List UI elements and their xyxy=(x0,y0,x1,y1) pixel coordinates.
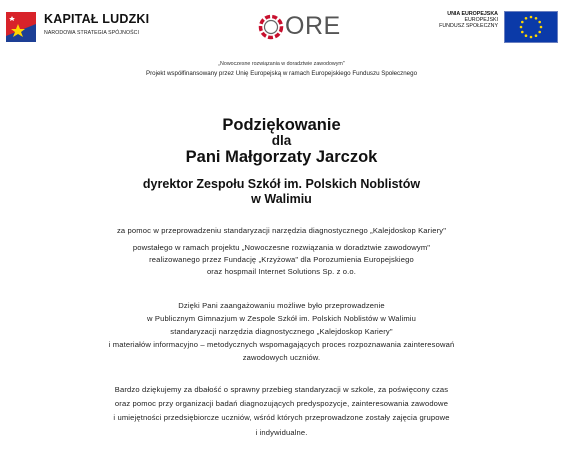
paragraph-line: oraz hospmail Internet Solutions Sp. z o.o. xyxy=(206,267,357,276)
kapital-ludzki-title: KAPITAŁ LUDZKI xyxy=(44,12,150,26)
paragraph-line: zawodowych uczniów. xyxy=(242,353,321,362)
kapital-ludzki-logo xyxy=(4,8,174,44)
ore-logo-text: ORE xyxy=(285,12,341,40)
recipient-role: dyrektor Zespołu Szkół im. Polskich Noblistów xyxy=(142,177,421,191)
eu-logo-line2: EUROPEJSKI xyxy=(464,17,498,24)
paragraph-line: i umiejętności przedsiębiorcze uczniów, wśród których przeprowadzone zostały zajęcia grupowe xyxy=(113,413,450,422)
recipient-location: w Walimiu xyxy=(251,192,312,206)
eu-logo xyxy=(418,11,560,43)
paragraph-line: oraz pomoc przy organizacji badań diagnozujących predyspozycje, zainteresowania zawodowe xyxy=(114,399,449,408)
paragraph-line: Bardzo dziękujemy za dbałość o sprawny przebieg standaryzacji w szkole, za poświęcony czas xyxy=(114,385,449,394)
ore-ring-icon xyxy=(258,14,284,40)
certificate-title: Podziękowanie xyxy=(222,116,341,134)
kapital-ludzki-flag-icon xyxy=(4,10,38,44)
paragraph-line: powstałego w ramach projektu „Nowoczesne rozwiązania w doradztwie zawodowym" xyxy=(132,243,431,252)
recipient-name: Pani Małgorzaty Jarczok xyxy=(185,148,378,166)
paragraph-line: za pomoc w przeprowadzeniu standaryzacji narzędzia diagnostycznego „Kalejdoskop Kariery" xyxy=(116,226,447,235)
eu-flag-icon xyxy=(504,11,558,43)
certificate-title-for: dla xyxy=(271,133,292,148)
eu-logo-line3: FUNDUSZ SPOŁECZNY xyxy=(439,23,498,30)
paragraph-line: Dzięki Pani zaangażowaniu możliwe było przeprowadzenie xyxy=(178,301,385,310)
paragraph-line: w Publicznym Gimnazjum w Zespole Szkół im. Polskich Noblistów w Walimiu xyxy=(146,314,417,323)
ore-logo xyxy=(258,12,341,42)
paragraph-line: i indywidualne. xyxy=(255,428,308,437)
paragraph-line: i materiałów informacyjno – metodycznych wspomagających proces rozpoznawania zainteresowań xyxy=(108,340,455,349)
eu-stars-icon xyxy=(505,12,557,42)
cofinance-line: Projekt współfinansowany przez Unię Europejską w ramach Europejskiego Funduszu Społecznego xyxy=(145,70,418,77)
eu-logo-text xyxy=(418,11,498,30)
eu-logo-line1: UNIA EUROPEJSKA xyxy=(447,11,498,17)
paragraph-line: standaryzacji narzędzia diagnostycznego „Kalejdoskop Kariery" xyxy=(170,327,393,336)
kapital-ludzki-subtitle: NARODOWA STRATEGIA SPÓJNOŚCI xyxy=(44,30,140,36)
project-name-line: „Nowoczesne rozwiązania w doradztwie zawodowym" xyxy=(218,61,345,67)
paragraph-line: realizowanego przez Fundację „Krzyżowa" dla Porozumienia Europejskiego xyxy=(149,255,414,264)
